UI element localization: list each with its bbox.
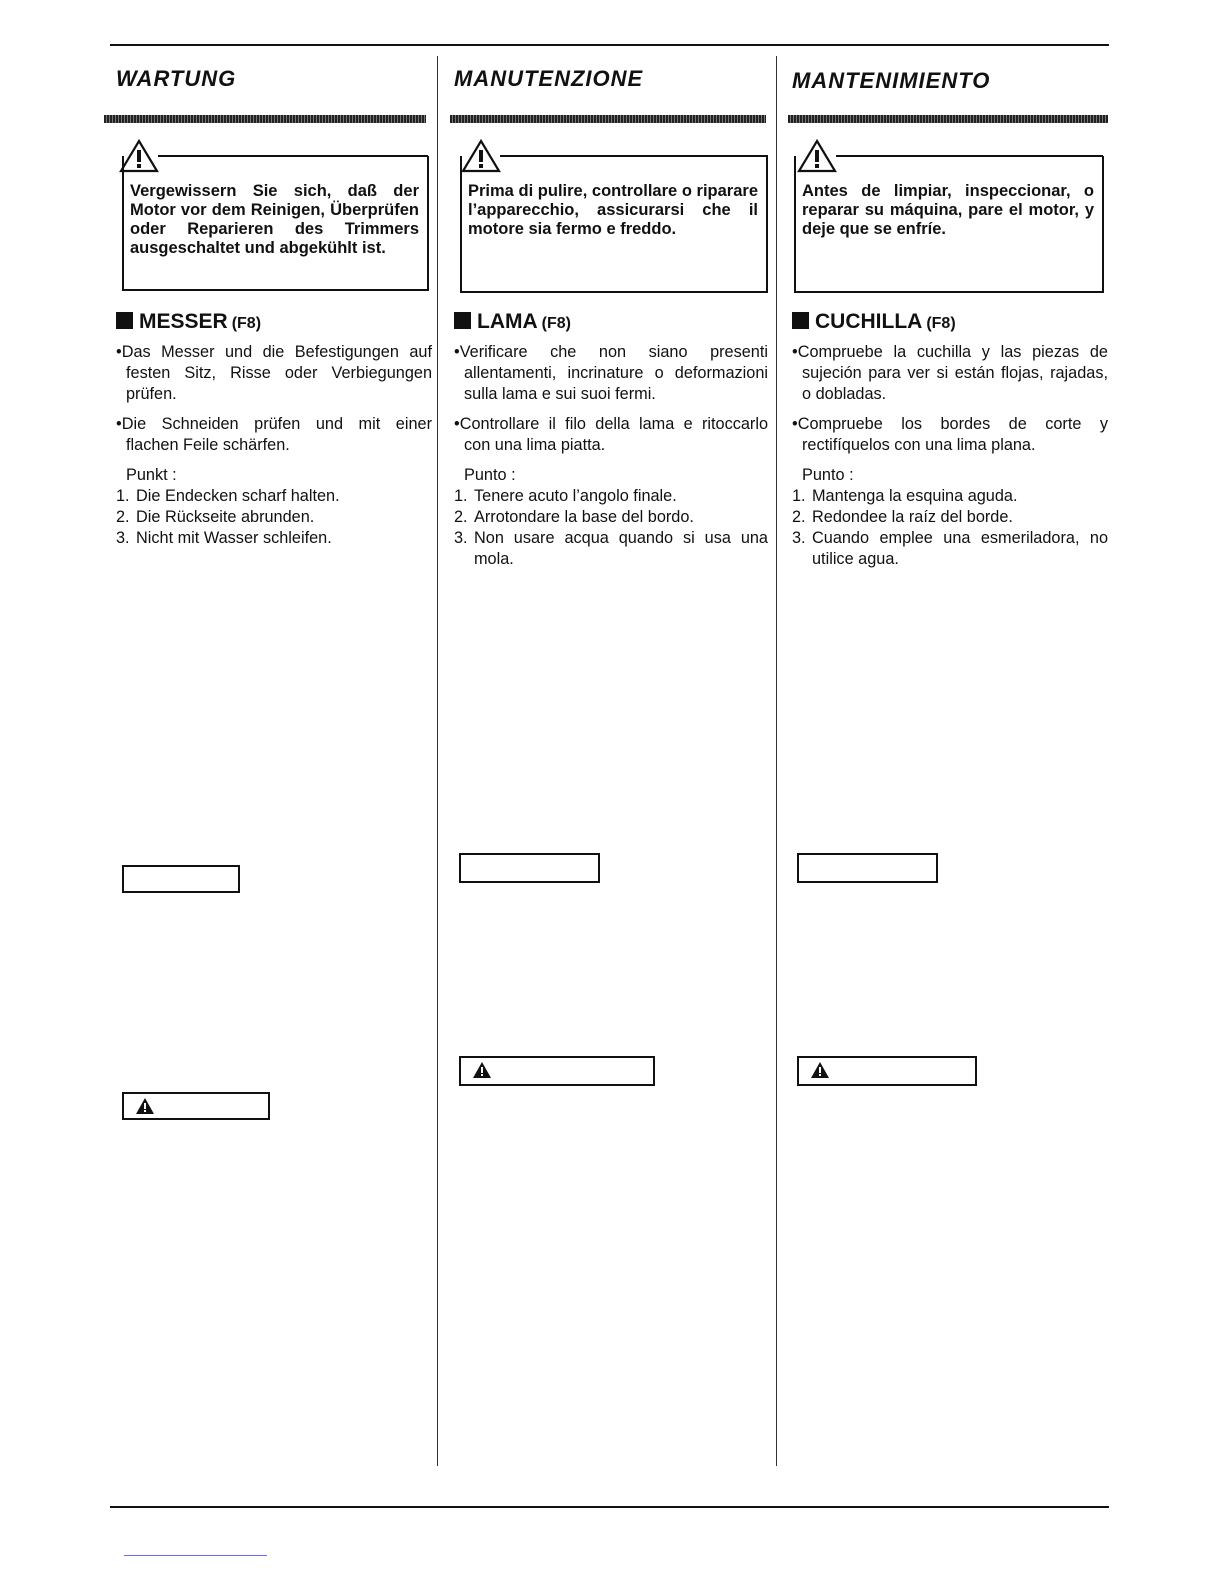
section-heading xyxy=(792,310,956,334)
step-number: 2. xyxy=(454,508,468,526)
list-item xyxy=(116,486,432,507)
footer-link-underline xyxy=(124,1555,267,1556)
warning-icon xyxy=(473,1062,491,1078)
section-title: MANTENIMIENTO xyxy=(792,68,991,93)
figure-ref: (F8) xyxy=(541,315,571,332)
header-band xyxy=(104,115,426,123)
note-label-box xyxy=(797,853,938,883)
bullet-item: •Das Messer und die Befestigungen auf festen Sitz, Risse oder Verbiegungen prüfen. xyxy=(116,343,432,403)
warning-icon xyxy=(811,1062,829,1078)
section-heading xyxy=(454,310,571,334)
warning-label-box xyxy=(122,1092,270,1120)
step-text: Tenere acuto l’angolo finale. xyxy=(474,487,677,505)
warning-label-box xyxy=(459,1056,655,1086)
step-number: 3. xyxy=(454,529,468,547)
warning-label-box xyxy=(797,1056,977,1086)
step-text: Cuando emplee una esmeriladora, no utilice agua. xyxy=(812,529,1108,568)
bullet-item: •Verificare che non siano presenti allentamenti, incrinature o deformazioni sulla lama e sui suoi fermi. xyxy=(454,343,768,403)
step-number: 3. xyxy=(116,529,130,547)
warning-box xyxy=(460,156,768,293)
bullet-item: •Compruebe los bordes de corte y rectifíquelos con una lima plana. xyxy=(792,415,1108,454)
step-text: Mantenga la esquina aguda. xyxy=(812,487,1018,505)
section-heading-title: MESSER xyxy=(139,310,228,333)
section-square-icon xyxy=(116,312,133,329)
header-band xyxy=(450,115,766,123)
figure-ref: (F8) xyxy=(926,315,956,332)
step-number: 1. xyxy=(116,487,130,505)
section-heading-title: LAMA xyxy=(477,310,538,333)
section-body xyxy=(792,342,1108,570)
figure-ref: (F8) xyxy=(231,315,262,332)
bullet-item: •Die Schneiden prüfen und mit einer flachen Feile schärfen. xyxy=(116,415,432,454)
warning-text: Antes de limpiar, inspeccionar, o reparar su máquina, pare el motor, y deje que se enfríe. xyxy=(802,182,1094,238)
point-label: Punto : xyxy=(464,466,516,484)
steps-list xyxy=(792,486,1108,570)
step-number: 2. xyxy=(116,508,130,526)
step-text: Redondee la raíz del borde. xyxy=(812,508,1013,526)
column-separator xyxy=(437,56,438,1466)
list-item xyxy=(792,507,1108,528)
step-number: 3. xyxy=(792,529,806,547)
warning-text: Vergewissern Sie sich, daß der Motor vor dem Reinigen, Überprüfen oder Reparieren des Trimmers ausgeschaltet und abgekühlt ist. xyxy=(130,182,419,257)
note-label-box xyxy=(122,865,240,893)
step-text: Arrotondare la base del bordo. xyxy=(474,508,694,526)
steps-list xyxy=(454,486,768,570)
point-label: Punto : xyxy=(802,466,854,484)
section-heading-title: CUCHILLA xyxy=(815,310,923,333)
header-band xyxy=(788,115,1108,123)
section-title: WARTUNG xyxy=(116,66,237,91)
bottom-rule xyxy=(110,1506,1109,1508)
section-body xyxy=(454,342,768,570)
warning-icon xyxy=(136,1098,154,1114)
list-item xyxy=(116,507,432,528)
step-number: 1. xyxy=(454,487,468,505)
section-square-icon xyxy=(792,312,809,329)
bullet-item: •Controllare il filo della lama e ritoccarlo con una lima piatta. xyxy=(454,415,768,454)
warning-box xyxy=(122,156,429,291)
step-text: Nicht mit Wasser schleifen. xyxy=(136,529,332,547)
step-number: 2. xyxy=(792,508,806,526)
step-text: Die Endecken scharf halten. xyxy=(136,487,340,505)
steps-list xyxy=(116,486,432,549)
warning-text: Prima di pulire, controllare o riparare l’apparecchio, assicurarsi che il motore sia fermo e freddo. xyxy=(468,182,758,238)
step-text: Die Rückseite abrunden. xyxy=(136,508,315,526)
list-item xyxy=(454,528,768,570)
note-label-box xyxy=(459,853,600,883)
section-body xyxy=(116,342,432,549)
list-item xyxy=(792,486,1108,507)
section-heading xyxy=(116,310,261,334)
warning-box xyxy=(794,156,1104,293)
list-item xyxy=(792,528,1108,570)
list-item xyxy=(454,507,768,528)
section-title: MANUTENZIONE xyxy=(454,66,644,91)
step-number: 1. xyxy=(792,487,806,505)
step-text: Non usare acqua quando si usa una mola. xyxy=(474,529,768,568)
section-square-icon xyxy=(454,312,471,329)
point-label: Punkt : xyxy=(126,466,177,484)
column-separator xyxy=(776,56,777,1466)
list-item xyxy=(116,528,432,549)
top-rule xyxy=(110,44,1109,46)
list-item xyxy=(454,486,768,507)
bullet-item: •Compruebe la cuchilla y las piezas de sujeción para ver si están flojas, rajadas, o dobladas. xyxy=(792,343,1108,403)
